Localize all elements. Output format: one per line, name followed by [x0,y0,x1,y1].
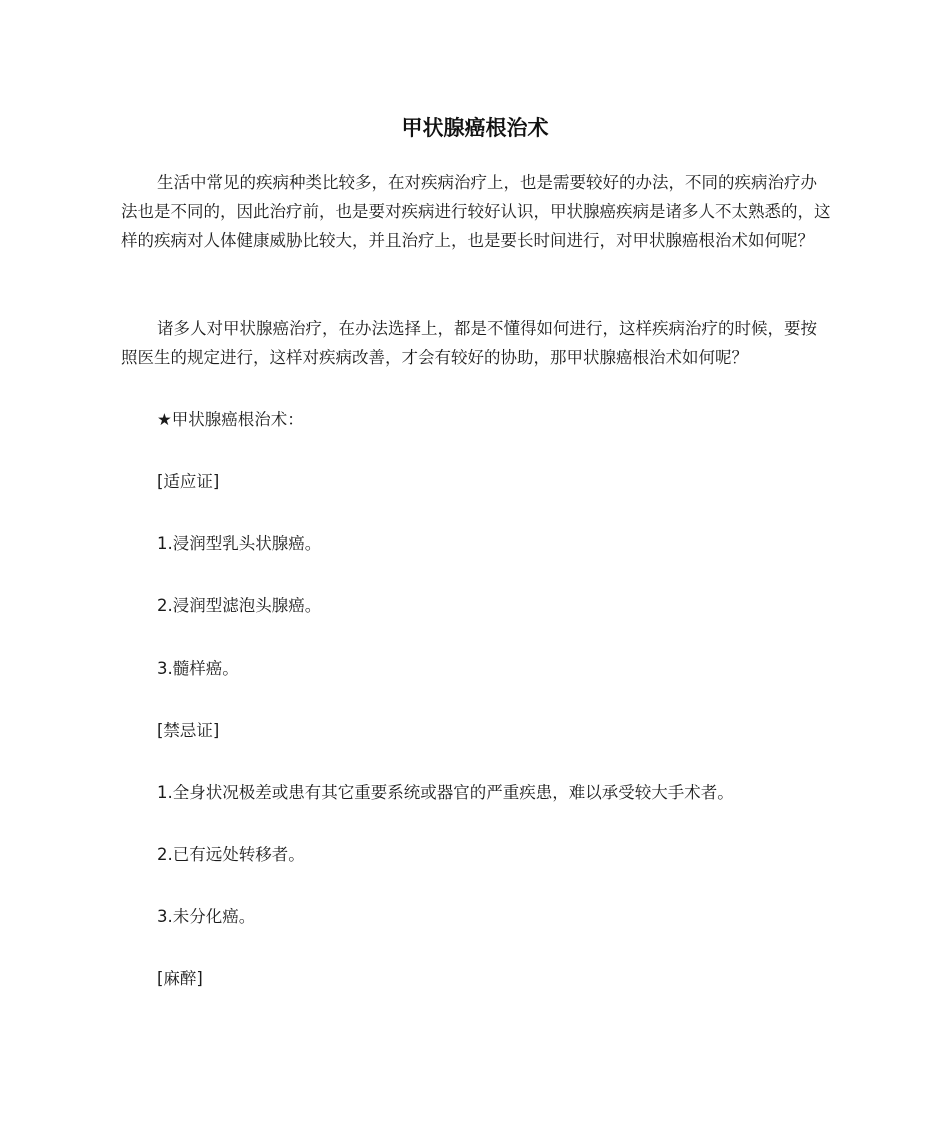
document-title: 甲状腺癌根治术 [401,116,549,141]
indication-item-1: 1.浸润型乳头状腺癌。 [157,534,322,553]
section-heading: ★甲状腺癌根治术： [157,410,304,429]
indication-item-3: 3.髓样癌。 [157,659,239,678]
intro-paragraph-2: 诸多人对甲状腺癌治疗，在办法选择上，都是不懂得如何进行，这样疾病治疗的时候，要按照医生的规定进行，这样对疾病改善，才会有较好的协助，那甲状腺癌根治术如何呢？ [121,319,817,367]
contraindication-item-3: 3.未分化癌。 [157,907,256,926]
contraindication-item-1: 1.全身状况极差或患有其它重要系统或器官的严重疾患，难以承受较大手术者。 [157,783,734,802]
anesthesia-heading: [麻醉] [157,969,203,988]
contraindication-item-2: 2.已有远处转移者。 [157,845,305,864]
intro-paragraph-1: 生活中常见的疾病种类比较多，在对疾病治疗上，也是需要较好的办法，不同的疾病治疗办法也是不同的，因此治疗前，也是要对疾病进行较好认识，甲状腺癌疾病是诸多人不太熟悉的，这样的疾病对人体健康威胁比较大，并且治疗上，也是要长时间进行，对甲状腺癌根治术如何呢？ [121,173,831,250]
indications-heading: [适应证] [157,472,220,491]
indication-item-2: 2.浸润型滤泡头腺癌。 [157,596,322,615]
contraindications-heading: [禁忌证] [157,721,220,740]
